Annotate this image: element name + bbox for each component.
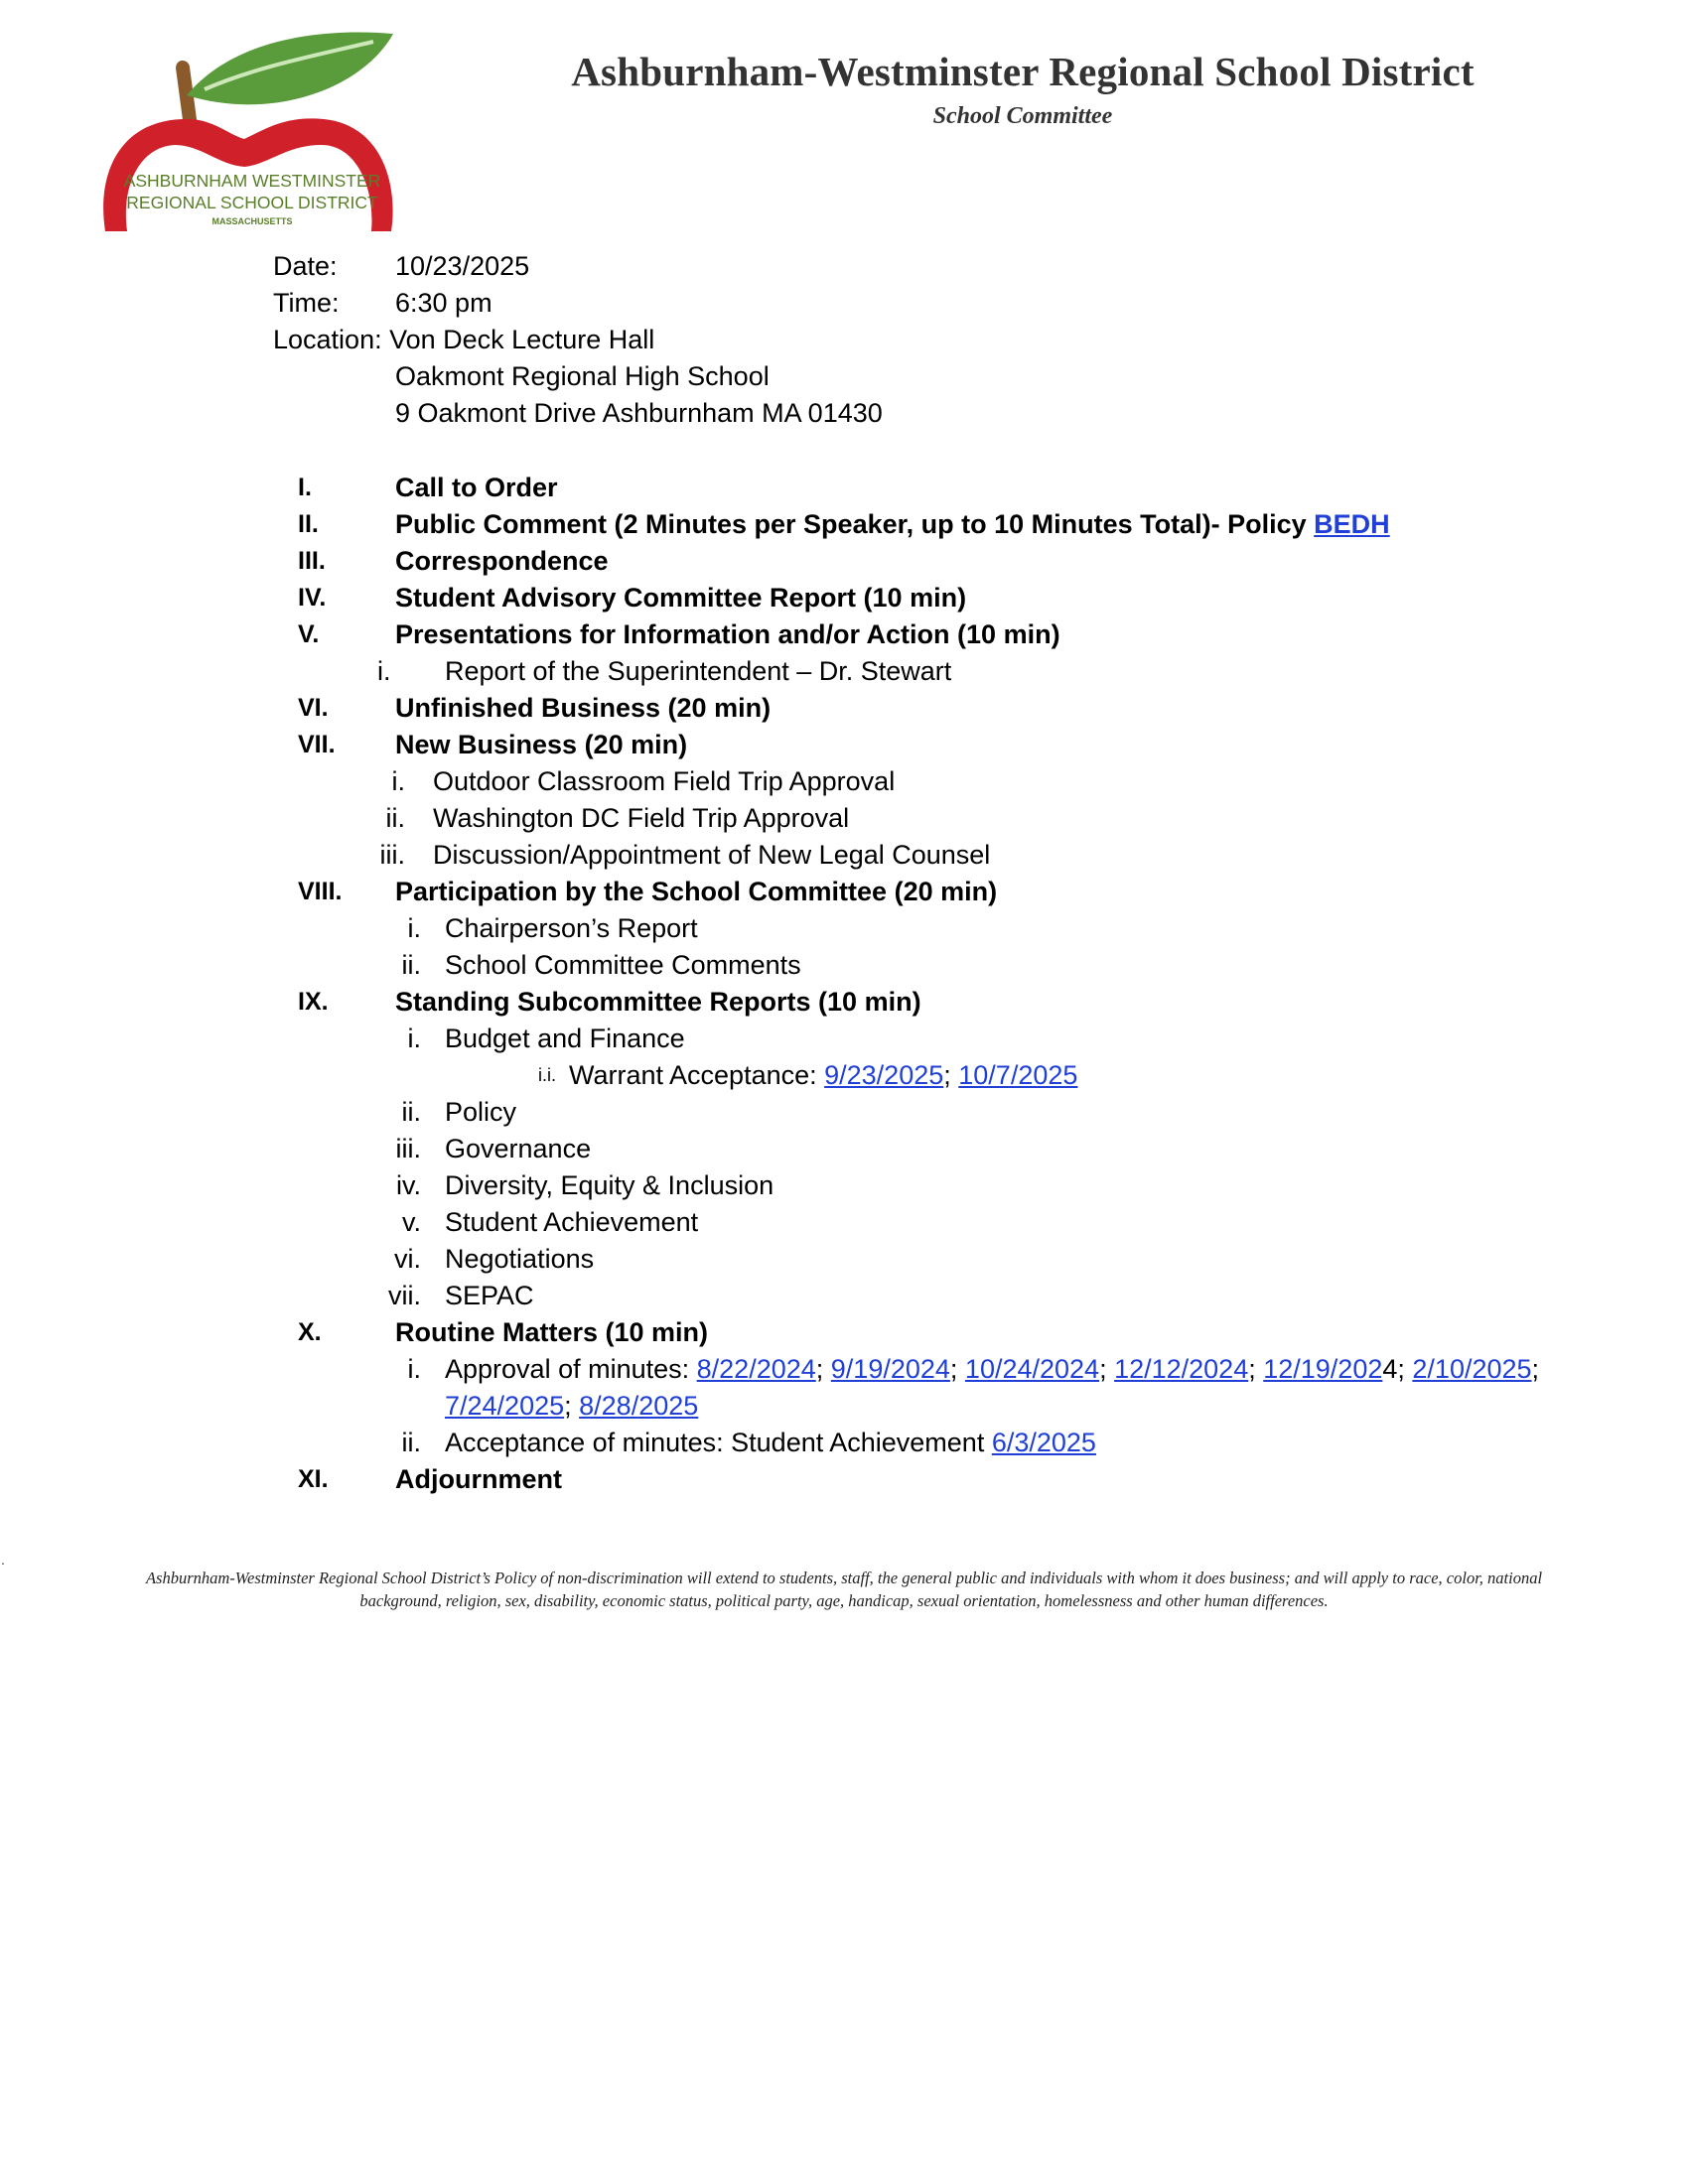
item-title: New Business (20 min) [395, 730, 688, 759]
sub-number: i. [391, 766, 405, 796]
minutes-link-12-19-2024[interactable]: 12/19/202 [1263, 1354, 1383, 1384]
item-title: Adjournment [395, 1464, 562, 1494]
minutes-link-7-24-2025[interactable]: 7/24/2025 [445, 1391, 565, 1421]
sub-number: iii. [379, 840, 405, 870]
location-line3: 9 Oakmont Drive Ashburnham MA 01430 [395, 398, 883, 428]
warrant-link-9-23-2025[interactable]: 9/23/2025 [824, 1060, 944, 1090]
sub-text: SEPAC [445, 1281, 534, 1310]
sub-number: ii. [401, 1097, 421, 1127]
sub-number: i. [407, 1024, 421, 1053]
minutes-link-2-10-2025[interactable]: 2/10/2025 [1412, 1354, 1532, 1384]
footer-dot: . [1, 1552, 5, 1568]
item-number: VI. [298, 694, 329, 722]
item-number: IV. [298, 584, 327, 612]
time-label: Time: [273, 288, 340, 318]
item-number: XI. [298, 1465, 329, 1493]
item-number: VIII. [298, 878, 343, 905]
sub-text: 7/24/2025; 8/28/2025 [445, 1391, 699, 1421]
sub-number: v. [402, 1207, 421, 1237]
sub-number: iii. [395, 1134, 421, 1163]
sub-text: Negotiations [445, 1244, 595, 1274]
item-number: VII. [298, 731, 336, 758]
date-value: 10/23/2025 [395, 251, 530, 281]
sub-number: iv. [396, 1170, 421, 1200]
sub-text: Approval of minutes: 8/22/2024; 9/19/2024; 10/24/2024; 12/12/2024; 12/19/2024; 2/10/2025; [445, 1354, 1540, 1384]
sub-text: Report of the Superintendent – Dr. Stewart [445, 656, 952, 686]
item-number: IX. [298, 988, 329, 1016]
sub-number: ii. [385, 803, 405, 833]
sub-text: Budget and Finance [445, 1024, 685, 1053]
sub-text: Washington DC Field Trip Approval [433, 803, 850, 833]
item-title: Routine Matters (10 min) [395, 1317, 709, 1347]
footer-line1: Ashburnham-Westminster Regional School District’s Policy of non-discrimination will extend to students, staff, the general public and individuals with whom it does business; and will apply to race, color, national [145, 1569, 1543, 1587]
apple-logo-icon [95, 28, 403, 236]
sub-text: Policy [445, 1097, 517, 1127]
policy-bedh-link[interactable]: BEDH [1314, 509, 1390, 539]
sub-number: i. [407, 913, 421, 943]
minutes-link-10-24-2024[interactable]: 10/24/2024 [964, 1354, 1100, 1384]
item-title: Correspondence [395, 546, 609, 576]
item-title: Student Advisory Committee Report (10 min) [395, 583, 967, 613]
sub-text: Diversity, Equity & Inclusion [445, 1170, 774, 1200]
non-discrimination-footer [8, 1567, 1680, 1612]
logo-line3: MASSACHUSETTS [211, 216, 293, 226]
district-name: Ashburnham-Westminster Regional School District [571, 49, 1475, 94]
sub-text: Acceptance of minutes: Student Achievement 6/3/2025 [445, 1428, 1096, 1457]
sub-number: i.i. [538, 1065, 556, 1085]
sub-number: ii. [401, 950, 421, 980]
sub-text: Warrant Acceptance: 9/23/2025; 10/7/2025 [569, 1060, 1078, 1090]
item-number: V. [298, 620, 320, 648]
sub-text: Discussion/Appointment of New Legal Counsel [433, 840, 991, 870]
sub-text: Governance [445, 1134, 592, 1163]
time-value: 6:30 pm [395, 288, 492, 318]
sub-text: Chairperson’s Report [445, 913, 698, 943]
item-number: II. [298, 510, 319, 538]
district-logo [95, 28, 403, 236]
sub-text: Outdoor Classroom Field Trip Approval [433, 766, 896, 796]
date-label: Date: [273, 251, 338, 281]
item-title: Unfinished Business (20 min) [395, 693, 772, 723]
committee-name: School Committee [932, 103, 1113, 129]
item-title: Participation by the School Committee (20 min) [395, 877, 998, 906]
minutes-link-8-28-2025[interactable]: 8/28/2025 [579, 1391, 699, 1421]
logo-line1: ASHBURNHAM WESTMINSTER [123, 171, 381, 191]
sub-text: Student Achievement [445, 1207, 699, 1237]
acceptance-link-6-3-2025[interactable]: 6/3/2025 [991, 1428, 1096, 1457]
footer-line2: background, religion, sex, disability, economic status, political party, age, handicap, sexual orientation, homelessness and other human differences. [359, 1591, 1329, 1610]
sub-number: i. [407, 1354, 421, 1384]
logo-line2: REGIONAL SCHOOL DISTRICT [126, 193, 378, 212]
item-number: X. [298, 1318, 322, 1346]
warrant-link-10-7-2025[interactable]: 10/7/2025 [958, 1060, 1078, 1090]
minutes-link-12-12-2024[interactable]: 12/12/2024 [1114, 1354, 1249, 1384]
sub-number: ii. [401, 1428, 421, 1457]
item-number: I. [298, 474, 312, 501]
minutes-link-9-19-2024[interactable]: 9/19/2024 [830, 1354, 950, 1384]
location-label: Location: Von Deck Lecture Hall [273, 325, 655, 354]
item-number: III. [298, 547, 326, 575]
item-title: Public Comment (2 Minutes per Speaker, up to 10 Minutes Total)- Policy BEDH [395, 509, 1390, 539]
sub-number: i. [377, 656, 391, 686]
item-title: Call to Order [395, 473, 558, 502]
sub-number: vi. [394, 1244, 421, 1274]
item-title: Presentations for Information and/or Action (10 min) [395, 619, 1060, 649]
sub-text: School Committee Comments [445, 950, 801, 980]
sub-number: vii. [388, 1281, 421, 1310]
minutes-link-8-22-2024[interactable]: 8/22/2024 [696, 1354, 816, 1384]
item-title: Standing Subcommittee Reports (10 min) [395, 987, 921, 1017]
location-line1: Von Deck Lecture Hall [389, 325, 655, 354]
location-line2: Oakmont Regional High School [395, 361, 770, 391]
